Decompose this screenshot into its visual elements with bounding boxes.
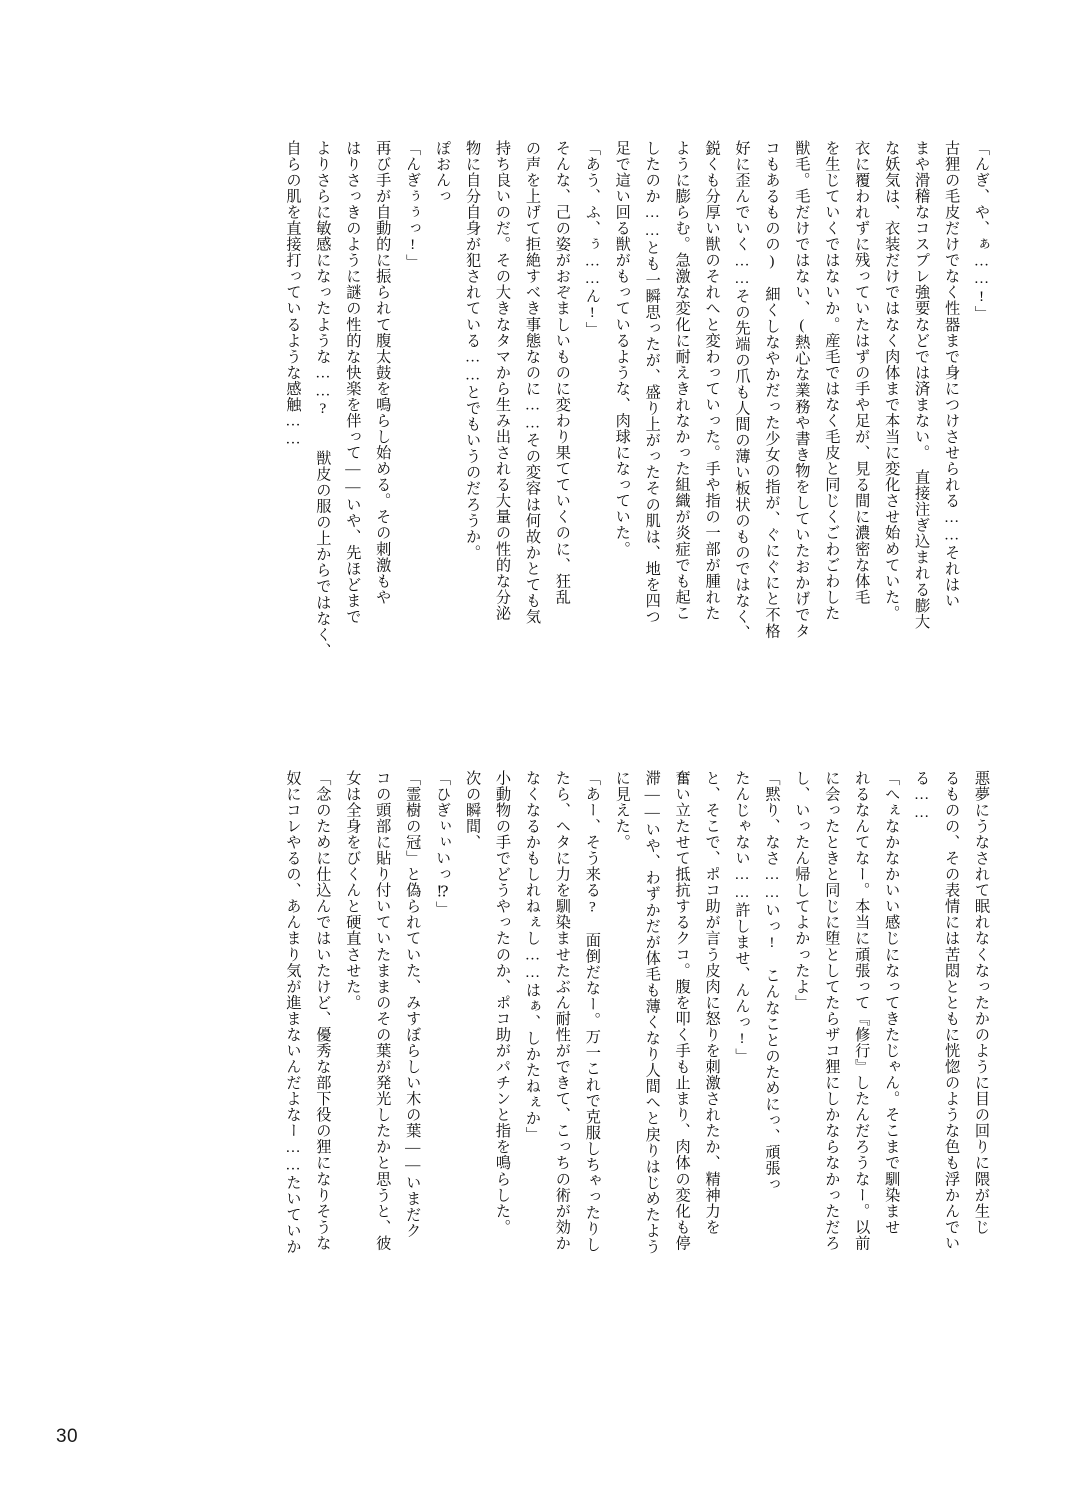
upper-line: 「あう、ふ、ぅ……ん!」 [583, 140, 601, 338]
upper-line: したのか……とも一瞬思ったが、盛り上がったその肌は、地を四つ [643, 140, 661, 625]
lower-line: 次の瞬間、 [464, 770, 482, 851]
upper-line: を生じていくではないか。産毛ではなく毛皮と同じくごわごわした [823, 140, 841, 622]
upper-line: よりさらに敏感になったような……? 獣皮の服の上からではなく、 [314, 140, 332, 659]
text-block-lower [284, 770, 996, 1370]
upper-line: 「んぎ、や、ぁ……!」 [973, 140, 990, 322]
lower-line: 「黙り、なさ……いっ! こんなことのためにっ、頑張っ [763, 770, 781, 1193]
upper-line: 自らの肌を直接打っているような感触…… [284, 140, 302, 449]
lower-line: 小動物の手でどうやったのか、ポコ助がパチンと指を鳴らした。 [494, 770, 511, 1236]
upper-line: 足で這い回る獣がもっているような、肉球になっていた。 [613, 140, 631, 557]
lower-line: る…… [913, 770, 931, 822]
lower-line: に会ったときと同じに堕としてたらザコ狸にしかならなかっただろ [823, 770, 841, 1252]
upper-line: 再び手が自動的に振られて腹太鼓を鳴らし始める。その刺激もや [374, 140, 392, 606]
upper-line: そんな、己の姿がおぞましいものに変わり果てていくのに、狂乱 [553, 140, 571, 606]
lower-line: たら、ヘタに力を馴染ませたぶん耐性ができて、こっちの術が効か [553, 770, 571, 1252]
upper-line: ぽおんっ [434, 140, 452, 205]
text-block-upper [284, 140, 996, 760]
lower-line: 奴にコレやるの、あんまり気が進まないんだよなー……たいていか [284, 770, 302, 1255]
lower-line: 「ひぎぃぃいっ⁉」 [434, 770, 452, 918]
page-number: 30 [56, 1426, 78, 1447]
lower-line: 悪夢にうなされて眠れなくなったかのように目の回りに隈が生じ [973, 770, 990, 1236]
upper-line: はりさっきのように謎の性的な快楽を伴って——いや、先ほどまで [344, 140, 362, 625]
lower-line: 「念のために仕込んではいたけど、優秀な部下役の狸になりそうな [314, 770, 332, 1252]
upper-line: 「んぎぅぅっ!」 [404, 140, 422, 271]
lower-line: 「霊樹の冠」と偽られていた、みすぼらしい木の葉——いまだク [404, 770, 422, 1239]
lower-line: し、いったん帰してよかったよ」 [793, 770, 811, 1011]
lower-line: 滞——いや、わずかだが体毛も薄くなり人間へと戻りはじめたよう [643, 770, 661, 1255]
lower-line: コの頭部に貼り付いていたままのその葉が発光したかと思うと、彼 [374, 770, 392, 1252]
upper-line: 鋭くも分厚い獣のそれへと変わっていった。手や指の一部が腫れた [703, 140, 721, 622]
lower-line: 奮い立たせて抵抗するクコ。腹を叩く手も止まり、肉体の変化も停 [673, 770, 691, 1252]
upper-line: 物に自分自身が犯されている……とでもいうのだろうか。 [464, 140, 482, 561]
lower-line: なくなるかもしれねぇし……はぁ、しかたねぇか」 [523, 770, 541, 1143]
lower-line: に見えた。 [613, 770, 631, 851]
upper-line: の声を上げて拒絶すべき事態なのに……その変容は何故かとても気 [523, 140, 541, 625]
upper-line: 古狸の毛皮だけでなく性器まで身につけさせられる……それはい [943, 140, 961, 609]
upper-line: ように膨らむ。急激な変化に耐えきれなかった組織が炎症でも起こ [673, 140, 691, 622]
lower-line: たんじゃない……許しませ、んんっ!」 [733, 770, 751, 1065]
lower-line: るものの、その表情には苦悶とともに恍惚のような色も浮かんでい [943, 770, 961, 1252]
upper-line: な妖気は、衣装だけではなく肉体まで本当に変化させ始めていた。 [883, 140, 901, 622]
upper-line: 好に歪んでいく……その先端の爪も人間の薄い板状のものではなく、 [733, 140, 751, 641]
lower-line: れるなんてなー。本当に頑張って『修行』したんだろうなー。以前 [853, 770, 871, 1252]
upper-line: 獣毛。毛だけではない、(熱心な業務や書き物をしていたおかげでタ [793, 140, 811, 639]
upper-line: コもあるものの) 細くしなやかだった少女の指が、ぐにぐにと不格 [763, 140, 781, 639]
lower-line: 女は全身をびくんと硬直させた。 [344, 770, 362, 1011]
lower-line: と、そこで、ポコ助が言う皮肉に怒りを刺激されたか、精神力を [703, 770, 721, 1236]
upper-line: まや滑稽なコスプレ強要などでは済まない。 直接注ぎ込まれる膨大 [913, 140, 931, 630]
lower-line: 「へぇなかなかいい感じになってきたじゃん。そこまで馴染ませ [883, 770, 901, 1236]
lower-line: 「あー、そう来る? 面倒だなー。万一これで克服しちゃったりし [583, 770, 601, 1253]
upper-line: 持ち良いのだ。その大きなタマから生み出される大量の性的な分泌 [494, 140, 511, 622]
upper-line: 衣に覆われずに残っていたはずの手や足が、見る間に濃密な体毛 [853, 140, 871, 606]
